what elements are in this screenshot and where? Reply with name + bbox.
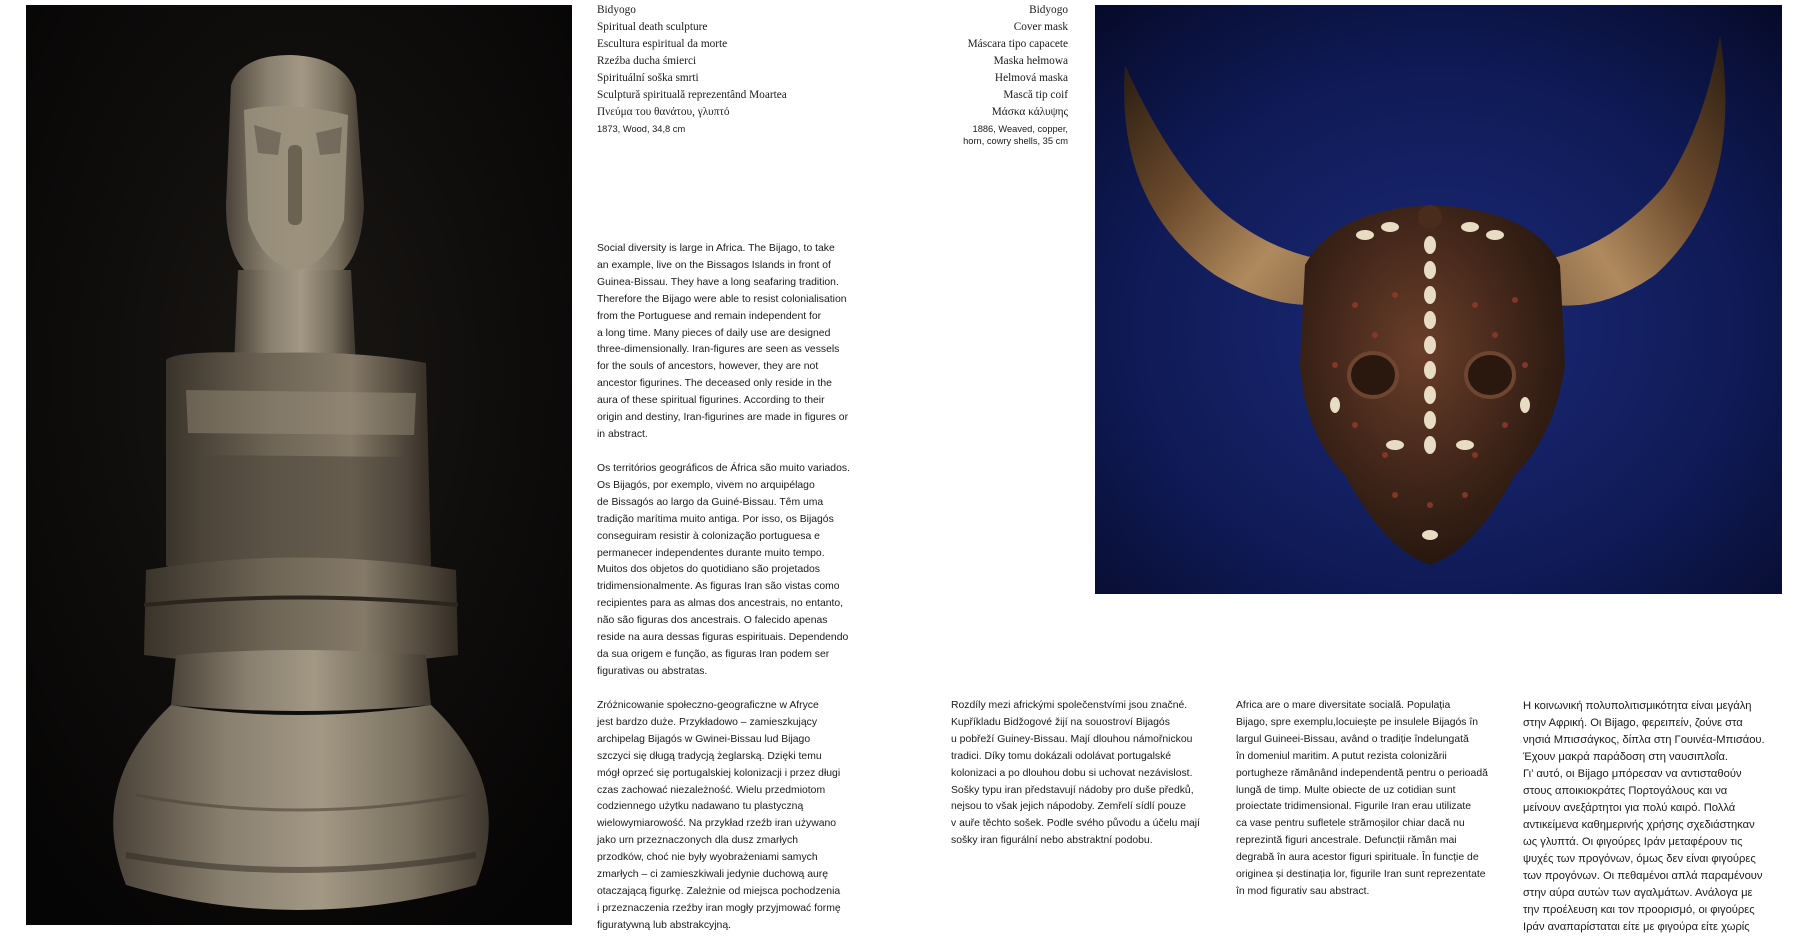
caption-line: Μάσκα κάλυψης	[991, 106, 1068, 118]
caption-line: Rzeźba ducha śmierci	[597, 55, 697, 67]
mask-caption	[806, 2, 1068, 147]
text-greek: Η κοινωνική πολυπολιτισμικότητα είναι μεγάλη στην Αφρική. Οι Bijago, φερειπείν, ζούνε στα νησιά Μπισσάγκος, δίπλα στη Γουινέα-Μπισάου. Έχουν μακρά παράδοση στη ναυσιπλοΐα. Γι’ αυτό, οι Bijago μπόρεσαν να αντισταθούν στους αποικιοκράτες Πορτογάλους και να μείνουν ανεξάρτητοι για πολύ καιρό. Πολλά αντικείμενα καθημερινής χρήσης σχεδιάστηκαν ως γλυπτά. Οι φιγούρες Ιράν μεταφέρουν τις ψυχές των προγόνων, όμως δεν είναι φιγούρες των προγόνων. Οι πεθαμένοι απλά παραμένουν στην αύρα αυτών των αγαλμάτων. Ανάλογα με την προέλευση και τον προορισμό, οι φιγούρες Ιράν αναπαρίσταται είτε με φιγούρα είτε χωρίς	[1523, 700, 1765, 933]
text-english: Social diversity is large in Africa. The Bijago, to take an example, live on the Bissagos Islands in front of Guinea-Bissau. They have a long seafaring tradition. Therefore the Bijago were able to resist colonialisation from the Portuguese and remain independent for a long time. Many pieces of daily use are designed three-dimensionally. Iran-figures are seen as vessels for the souls of ancestors, however, they are not ancestor figurines. The deceased only reside in the aura of these spiritual figurines. According to their origin and destiny, Iran-figurines are made in figures or in abstract.	[597, 243, 849, 440]
caption-line: Spirituální soška smrti	[597, 72, 699, 84]
text-portuguese: Os territórios geográficos de África são muito variados. Os Bijagós, por exemplo, vivem no arquipélago de Bissagós ao largo da Guiné-Bissau. Têm uma tradição marítima muito antiga. Por isso, os Bijagós conseguiram resistir à colonização portuguesa e permanecer independentes durante muito tempo. Muitos dos objetos do quotidiano são projetados tridimensionalmente. As figuras Iran são vistas como recipientes para as almas dos ancestrais, no entanto, não são figuras dos ancestrais. O falecido apenas reside na aura dessas figuras espirituais. Dependendo da sua origem e função, as figuras Iran podem ser figurativas ou abstratas.	[597, 463, 850, 677]
caption-line: Sculptură spirituală reprezentând Moartea	[597, 89, 787, 101]
caption-line: Cover mask	[1013, 21, 1068, 33]
text-czech: Rozdíly mezi africkými společenstvími jsou značné. Kupříkladu Bidžogové žijí na souostroví Bijagós u pobřeží Guiney-Bissau. Mají dlouhou námořnickou tradici. Díky tomu dokázali odolávat portugalské kolonizaci a po dlouhou dobu si uchovat nezávislost. Sošky typu iran představují nádoby pro duše předků, nejsou to však jejich nápodoby. Zemřelí sídlí pouze v auře těchto sošek. Podle svého původu a účelu mají sošky iran figurální nebo abstraktní podobu.	[951, 700, 1200, 847]
caption-line: Helmová maska	[994, 72, 1068, 84]
caption-line: Bidyogo	[1029, 4, 1068, 16]
mask-illustration	[1095, 5, 1782, 594]
caption-line: Mască tip coif	[1003, 89, 1068, 101]
text-romanian: Africa are o mare diversitate socială. Populația Bijago, spre exemplu,locuiește pe insulele Bijagós în largul Guineei-Bissau, având o tradiție îndelungată în domeniul maritim. A putut rezista colonizării portugheze rămânând independentă pentru o perioadă lungă de timp. Multe obiecte de uz cotidian sunt proiectate tridimensional. Figurile Iran erau utilizate ca vase pentru sufletele strămoșilor chiar dacă nu reprezintă figuri ancestrale. Defuncții rămân mai degrabă în aura acestor figuri spirituale. În funcție de originea și destinația lor, figurile Iran sunt reprezentate în mod figurativ sau abstract.	[1236, 700, 1488, 897]
caption-line: Spiritual death sculpture	[597, 21, 708, 33]
caption-meta: horn, cowry shells, 35 cm	[963, 136, 1068, 146]
caption-line: Bidyogo	[597, 4, 636, 16]
caption-line: Maska hełmowa	[993, 55, 1068, 67]
sculpture-photo	[26, 5, 572, 925]
caption-meta: 1873, Wood, 34,8 cm	[597, 124, 686, 134]
caption-line: Πνεύμα του θανάτου, γλυπτό	[597, 106, 730, 118]
caption-line: Escultura espiritual da morte	[597, 38, 728, 50]
sculpture-illustration	[26, 5, 572, 925]
text-polish: Zróżnicowanie społeczno-geograficzne w Afryce jest bardzo duże. Przykładowo – zamieszkujący archipelag Bijagós w Gwinei-Bissau lud Bijago szczyci się długą tradycją żeglarską. Dzięki temu mógł oprzeć się portugalskiej kolonizacji i przez długi czas zachować niezależność. Wielu przedmiotom codziennego użytku nadawano tu plastyczną wielowymiarowość. Na przykład rzeźb iran używano jako urn przeznaczonych dla dusz zmarłych przodków, choć nie były wyobrażeniami samych zmarłych – ci zamieszkiwali jedynie duchową aurę otaczającą figurkę. Zależnie od miejsca pochodzenia i przeznaczenia rzeźby iran mogły przyjmować formę figuratywną lub abstrakcyjną.	[597, 700, 841, 931]
caption-line: Máscara tipo capacete	[967, 38, 1068, 50]
mask-photo	[1095, 5, 1782, 594]
caption-meta: 1886, Weaved, copper,	[972, 124, 1068, 134]
